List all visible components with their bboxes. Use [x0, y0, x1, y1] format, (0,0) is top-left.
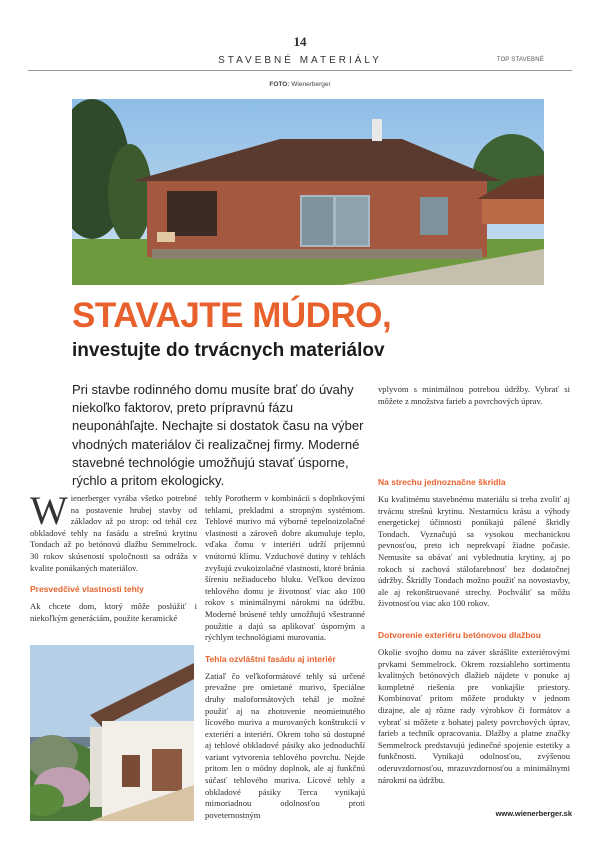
article-subtitle: investujte do trvácnych materiálov — [72, 340, 385, 361]
photo-credit — [0, 81, 600, 88]
article-title: STAVAJTE MÚDRO, — [72, 296, 392, 335]
column-3-roof — [378, 476, 570, 610]
website-link[interactable]: www.wienerberger.sk — [495, 809, 572, 818]
inline-photo-white-house — [30, 645, 194, 821]
subheading-roof: Na strechu jednoznačne škridla — [378, 477, 506, 487]
page-number: 14 — [293, 34, 307, 49]
dropcap: W — [30, 488, 68, 533]
lead-paragraph: Pri stavbe rodinného domu musíte brať do úvahy niekoľko faktorov, preto prípravnú fázu neuponáhľajte. Nechajte si dostatok času na výber vhodných materiálov či realizačnej firmy. Moderné stavebné technológie umožňujú stavať úsporne, rýchlo a pritom ekologicky. — [72, 382, 364, 489]
column-2 — [205, 493, 365, 821]
paragraph-paving: Okolie svojho domu na záver skrášlite exteriérovými prvkami Semmelrock. Okrem rozsiahleho sortimentu kvalitných betónových dlažieb nájdete v ponuke aj kompletné riešenia pre vonkajšie priestory. Kombinovať pritom môžete produkty v jednom dizajne, ale aj rôzne rady výrobkov či formátov a vybrať si môžete z bohatej palety povrchových úprav, farieb a techník opracovania. Dlažby a platne značky Semmelrock predstavujú jedinečné spojenie estetiky a funkčnosti. Vynikajú odolnosťou, zvýšenou oderuvzdornosťou, mrazuvzdornosťou a minimálnymi nárokmi na údržbu. — [378, 647, 570, 785]
photo-credit-source: Wienerberger — [291, 81, 331, 88]
paragraph-roof: Ku kvalitnému stavebnému materiálu si treba zvoliť aj trvácnu strešnú krytinu. Nestarnúcu krásu a výhody energetickej účinnosti ponúkajú pálené škridly Tondach. Vyznačujú sa vysokou mechanickou pevnosťou, preto ich neprekvapí žiadne počasie. Nemusíte sa obávať ani vyblednutia krytiny, aj po rokoch si zachová stálofarebnosť bez dodatočnej údržby. Škridly Tondach možno použiť na novostavby, ale aj rekonštruované strechy. Pochváliť sa môžu životnosťou viac ako 100 rokov. — [378, 494, 570, 609]
header-rule — [28, 70, 572, 71]
subheading-facade: Tehla ozvláštni fasádu aj interiér — [205, 653, 336, 664]
intro-paragraph — [30, 488, 197, 574]
subheading-paving: Dotvorenie exteriéru betónovou dlažbou — [378, 630, 541, 640]
top-tag: TOP STAVEBNÉ — [496, 57, 544, 63]
photo-credit-label: FOTO: — [269, 81, 290, 88]
intro-text: ienerberger vyrába všetko potrebné na postavenie hrubej stavby od základov až po strop: od tehál cez obkladové tehly na fasádu a strešnú krytinu Tondach až po betónovú dlažbu Semmelrock. 30 rokov skúseností spoločnosti sa odráža v kvalite ponúkaných materiálov. — [30, 493, 197, 573]
paragraph-facade: Zatiaľ čo veľkoformátové tehly sú určené prevažne pre omietané murivo, špeciálne druhy maloformátových tehál je možné použiť aj na zhotovenie neomietnutého lícového muriva a murovaných konštrukcií v exteriéri a interiéri. Okrem toho sú dostupné aj tehlové obkladové pásiky ako jednoduchší variant vytvorenia tehlového povrchu. Nejde pritom len o módny doplnok, ale aj funkčnú súčasť tehlového muriva. Lícové tehly a obkladové pásiky Terca vynikajú mimoriadnou odolnosťou proti poveternostným — [205, 670, 365, 820]
paragraph-facade-continued: vplyvom s minimálnou potrebou údržby. Vybrať si môžete z množstva farieb a povrchových úprav. — [378, 384, 570, 406]
section-title: STAVEBNÉ MATERIÁLY — [218, 55, 382, 66]
hero-photo-brick-house — [72, 99, 544, 285]
subheading-brick-properties: Presvedčivé vlastnosti tehly — [30, 584, 144, 595]
column-3-paving — [378, 629, 570, 786]
column-1 — [30, 488, 197, 624]
paragraph-brick-start: Ak chcete dom, ktorý môže poslúžiť i niekoľkým generáciám, použite keramické — [30, 601, 197, 623]
column-3-top — [378, 384, 570, 407]
paragraph-brick-continued: tehly Porotherm v kombinácii s doplnkovými tehlami, prekladmi a stropným systémom. Tehlové murivo má výborné tepelnoizolačné vlastnosti a zároveň dobre akumuluje teplo, vďaka čomu v interiéri udrží príjemnú vnútornú klímu. Vzduchové dutiny v tehlách zvyšujú zvukoizolačné vlastnosti, ktoré bránia šíreniu nežiaduceho hluku. Veľkou devízou tehlového domu je životnosť viac ako 100 rokov s minimálnymi nárokmi na údržbu. Moderné brúsené tehly umožňujú všestranné použitie a dajú sa aplikovať úsporným a rýchlym technológiami murovania. — [205, 493, 365, 643]
